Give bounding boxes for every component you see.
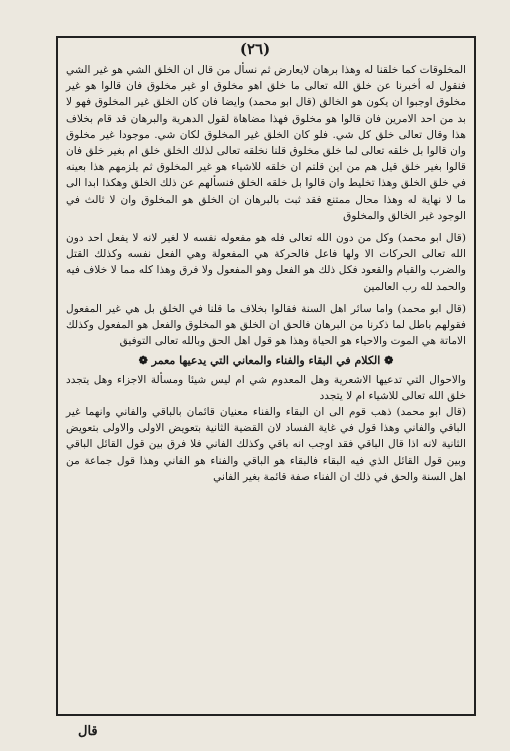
paragraph-5: (قال ابو محمد) ذهب قوم الى ان البقاء والفناء معنيان قائمان بالباقي والفاني وانهما غير الباقي والفاني وهذا قول في غاية الفساد لان القضية الثانية بتعويض الاولى والاولى بتعويض الثانية لانه اذا قال الباقي فقد اوجب انه باقي وكذلك الفاني فلا فرق بين قول القائل الباقي وبين قول القائل الذي فيه البقاء فالبقاء هو الباقي والفناء هو الفاني وهذا قول جماعة من اهل السنة والحق في ذلك ان الفناء صفة قائمة بغير الفاني (66, 406, 466, 483)
paragraph-4: والاحوال التي تدعيها الاشعرية وهل المعدوم شي ام ليس شيئا ومسألة الاجزاء وهل يتجدد خلق الله تعالى للاشياء ام لا يتجدد (66, 373, 466, 402)
section-heading-text: الكلام في البقاء والفناء والمعاني التي يدعيها معمر (151, 354, 381, 368)
ornament-icon: ❁ (384, 354, 394, 368)
page-number: (٢٦) (239, 40, 271, 58)
catchword: قال (78, 724, 98, 739)
paragraph-1: المخلوقات كما خلقنا له وهذا برهان لايعارض ثم نسأل من قال ان الخلق الشي هو غير الشي فنقول له أخبرنا عن خلق الله تعالى ما خلق اهو مخلوق او غير مخلوق فان قالوا هو غير مخلوق اوجبوا ان يكون هو الخالق (قال ابو محمد) وايضا فان كان الخلق غير المخلوق فهو لا بد من احد الامرين فان قالوا هو مخلوق فهذا مضاهاة لقول الدهرية والبرهان قد قام بخلاف هذا وقال تعالى خلق كل شي. فلو كان الخلق غير المخلوق لكان شي. موجودا غير مخلوق وان قالوا بل خلقه تعالى لما خلق مخلوق قلنا نخلقه تعالى لذلك الخلق خلق ام بغير خلق فان قالوا بغير خلق قيل هم من اين قلتم ان خلقه للاشياء هو غير المخلوق ثم يلزمهم هذا بعينه في خلق الخلق وهذا تخليط وان قالوا بل خلقه الخلق فنسألهم عن ذلك الخلق وهكذا ابدا الى ما لا نهاية له وهذا محال ممتنع فقد ثبت بالبرهان ان الخلق هو المخلوق وان لا ثالث في الوجود غير الخالق والمخلوق (66, 64, 466, 222)
main-text-block (66, 62, 466, 485)
ornament-icon: ❁ (138, 354, 148, 368)
paragraph-3: (قال ابو محمد) واما سائر اهل السنة فقالوا بخلاف ما قلنا في الخلق بل هي غير المفعول فقولهم باطل لما ذكرنا من البرهان فالحق ان الخلق هو المخلوق والفعل هو المفعول وكذلك الاماتة هي الموت والاحياء هو الحياة وهذا هو قول اهل الحق وبالله تعالى التوفيق (66, 302, 466, 348)
section-heading (66, 353, 466, 369)
paragraph-2: (قال ابو محمد) وكل من دون الله تعالى فله هو مفعوله نفسه لا لغير لانه لا يفعل احد دون الله تعالى الحركات الا ولها فاعل فالحركة هي المفعولة وهي الفعل نفسه وكذلك القتل والضرب والقيام والقعود فكل ذلك هو الفعل وهو المفعول ولا فرق وهذا كله مما لا خلاف فيه والحمد لله رب العالمين (66, 232, 466, 293)
